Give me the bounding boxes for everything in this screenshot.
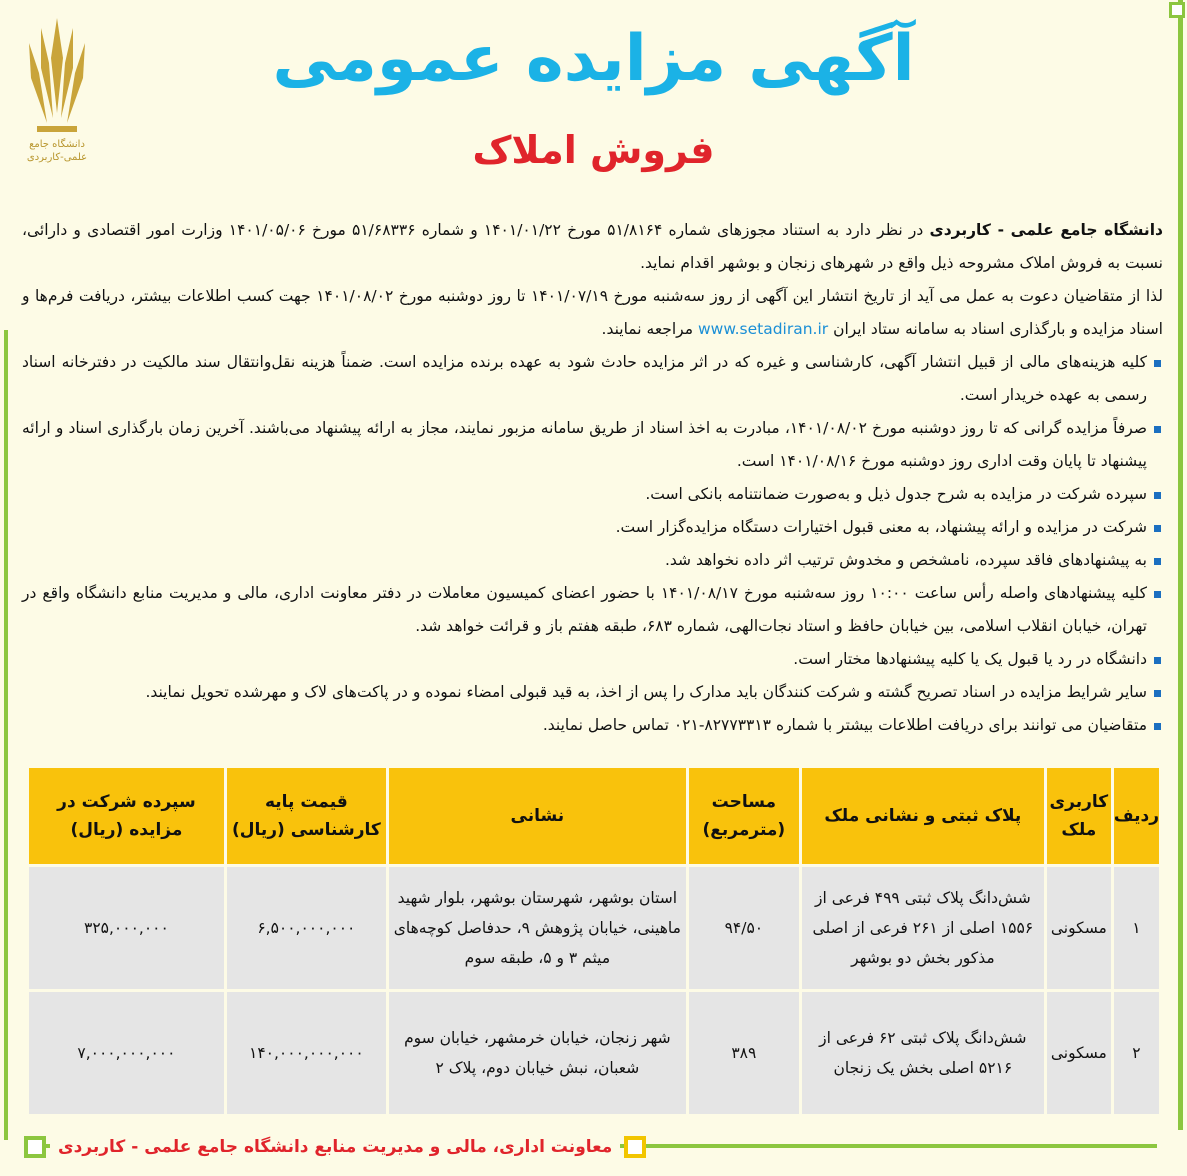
table-row <box>29 867 1159 989</box>
cell-row: ۲ <box>1114 992 1159 1114</box>
logo-text: دانشگاه جامع علمی-کاربردی <box>26 139 88 163</box>
cell-area: ۳۸۹ <box>689 992 799 1114</box>
cell-area: ۹۴/۵۰ <box>689 867 799 989</box>
cell-row: ۱ <box>1114 867 1159 989</box>
bullet-item: به پیشنهادهای فاقد سپرده، نامشخص و مخدوش ترتیب اثر داده نخواهد شد. <box>22 544 1163 577</box>
bullet-item: سپرده شرکت در مزایده به شرح جدول ذیل و به‌صورت ضمانتنامه بانکی است. <box>22 478 1163 511</box>
cell-plaque: شش‌دانگ پلاک ثبتی ۴۹۹ فرعی از ۱۵۵۶ اصلی از ۲۶۱ فرعی از اصلی مذکور بخش دو بوشهر <box>802 867 1044 989</box>
corner-square <box>1169 2 1185 18</box>
table-row <box>29 992 1159 1114</box>
bullet-item: کلیه هزینه‌های مالی از قبیل انتشار آگهی، کارشناسی و غیره که در اثر مزایده حادث شود به عهده برنده مزایده است. ضمناً هزینه نقل‌وانتقال سند مالکیت در دفترخانه اسناد رسمی به عهده خریدار است. <box>22 346 1163 412</box>
properties-table <box>26 765 1162 1117</box>
org-name: دانشگاه جامع علمی - کاربردی <box>929 221 1164 239</box>
announcement-body <box>22 214 1163 742</box>
cell-base-price: ۶,۵۰۰,۰۰۰,۰۰۰ <box>227 867 386 989</box>
cell-usage: مسکونی <box>1047 867 1111 989</box>
col-deposit: سپرده شرکت در مزایده (ریال) <box>29 768 224 864</box>
bullet-item: کلیه پیشنهادهای واصله رأس ساعت ۱۰:۰۰ روز سه‌شنبه مورخ ۱۴۰۱/۰۸/۱۷ با حضور اعضای کمیسیون معاملات در دفتر معاونت اداری، مالی و مدیریت منابع دانشگاه واقع در تهران، خیابان انقلاب اسلامی، بین خیابان حافظ و استاد نجات‌الهی، شماره ۶۸۳، طبقه هفتم باز و قرائت خواهد شد. <box>22 577 1163 643</box>
footer-text: معاونت اداری، مالی و مدیریت منابع دانشگاه جامع علمی - کاربردی <box>50 1133 620 1161</box>
setadiran-link[interactable]: www.setadiran.ir <box>697 320 829 338</box>
cell-base-price: ۱۴۰,۰۰۰,۰۰۰,۰۰۰ <box>227 992 386 1114</box>
col-row: ردیف <box>1114 768 1159 864</box>
bullet-item: متقاضیان می توانند برای دریافت اطلاعات بیشتر با شماره ۸۲۷۷۳۳۱۳-۰۲۱ تماس حاصل نمایند. <box>22 709 1163 742</box>
cell-address: شهر زنجان، خیابان خرمشهر، خیابان سوم شعبان، نبش خیابان دوم، پلاک ۲ <box>389 992 686 1114</box>
cell-usage: مسکونی <box>1047 992 1111 1114</box>
invite-text-end: مراجعه نمایند. <box>601 320 698 338</box>
page-title: آگهی مزایده عمومی <box>272 22 915 96</box>
bullet-item: شرکت در مزایده و ارائه پیشنهاد، به معنی قبول اختیارات دستگاه مزایده‌گزار است. <box>22 511 1163 544</box>
bullet-item: صرفاً مزایده گرانی که تا روز دوشنبه مورخ ۱۴۰۱/۰۸/۰۲، مبادرت به اخذ اسناد از طریق سامانه مزبور نمایند، مجاز به ارائه پیشنهاد می‌باشند. آخرین زمان بارگذاری اسناد و ارائه پیشنهاد تا پایان وقت اداری روز دوشنبه مورخ ۱۴۰۱/۰۸/۱۶ است. <box>22 412 1163 478</box>
col-address: نشانی <box>389 768 686 864</box>
cell-deposit: ۷,۰۰۰,۰۰۰,۰۰۰ <box>29 992 224 1114</box>
bullet-item: دانشگاه در رد یا قبول یک یا کلیه پیشنهادها مختار است. <box>22 643 1163 676</box>
invite-paragraph <box>22 280 1163 346</box>
footer <box>24 1132 1157 1162</box>
intro-paragraph <box>22 214 1163 280</box>
footer-row <box>24 1132 646 1162</box>
col-usage: کاربری ملک <box>1047 768 1111 864</box>
footer-square-icon <box>624 1136 646 1158</box>
page-subtitle: فروش املاک <box>472 128 715 172</box>
cell-deposit: ۳۲۵,۰۰۰,۰۰۰ <box>29 867 224 989</box>
col-area: مساحت (مترمربع) <box>689 768 799 864</box>
col-plaque: پلاک ثبتی و نشانی ملک <box>802 768 1044 864</box>
table-header-row <box>29 768 1159 864</box>
cell-address: استان بوشهر، شهرستان بوشهر، بلوار شهید ماهینی، خیابان پژوهش ۹، حدفاصل کوچه‌های میثم ۳ و ۵، طبقه سوم <box>389 867 686 989</box>
invite-text: لذا از متقاضیان دعوت به عمل می آید از تاریخ انتشار این آگهی از روز سه‌شنبه مورخ ۱۴۰۱/۰۷/۱۹ تا روز دوشنبه مورخ ۱۴۰۱/۰۸/۰۲ جهت کسب اطلاعات بیشتر، دریافت فرم‌ها و اسناد مزایده و بارگذاری اسناد به سامانه ستاد ایران <box>22 287 1163 338</box>
col-base-price: قیمت پایه کارشناسی (ریال) <box>227 768 386 864</box>
footer-square-icon <box>24 1136 46 1158</box>
cell-plaque: شش‌دانگ پلاک ثبتی ۶۲ فرعی از ۵۲۱۶ اصلی بخش یک زنجان <box>802 992 1044 1114</box>
bullet-item: سایر شرایط مزایده در اسناد تصریح گشته و شرکت کنندگان باید مدارک را پس از اخذ، به قید قبولی امضاء نموده و در پاکت‌های لاک و مهرشده تحویل نمایند. <box>22 676 1163 709</box>
intro-text: در نظر دارد به استناد مجوزهای شماره ۵۱/۸۱۶۴ مورخ ۱۴۰۱/۰۱/۲۲ و شماره ۵۱/۶۸۳۳۶ مورخ ۱۴۰۱/۰۵/۰۶ وزارت امور اقتصادی و دارائی، نسبت به فروش املاک مشروحه ذیل واقع در شهرهای زنجان و بوشهر اقدام نماید. <box>22 221 1163 272</box>
border-left <box>4 330 8 1140</box>
